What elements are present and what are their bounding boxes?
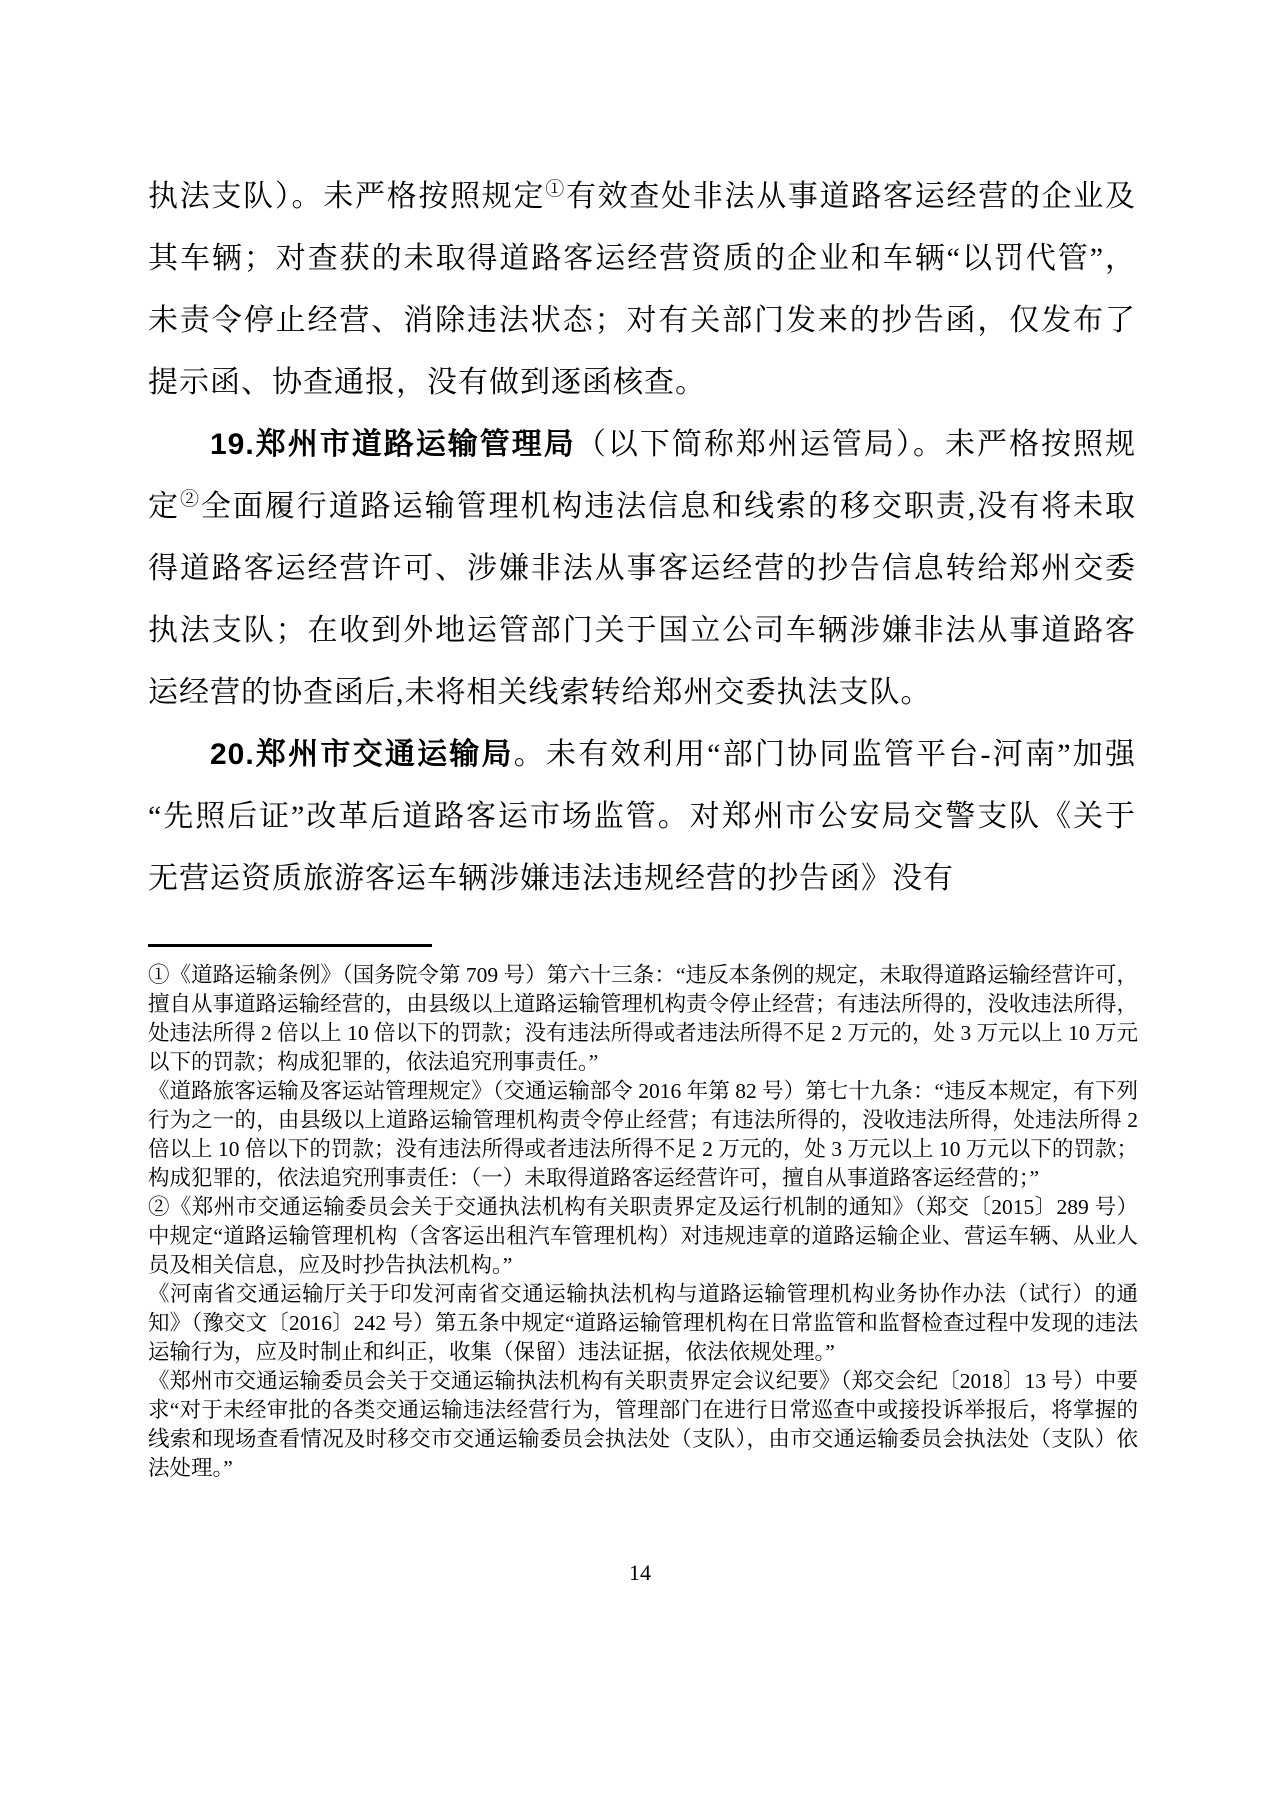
body-text-block — [148, 166, 1136, 910]
body-paragraph-19 — [148, 414, 1136, 724]
footnote-area — [148, 944, 1138, 1483]
footnote-item-1b — [148, 1077, 1138, 1193]
footnote-number: ① — [148, 963, 170, 987]
paragraph-text: 。未有效利用“部门协同监管平台-河南”加强“先照后证”改革后道路客运市场监管。对郑州市公安局交警支队《关于无营运资质旅游客运车辆涉嫌违法违规经营的抄告函》没有 — [148, 738, 1136, 895]
footnote-number: ② — [148, 1195, 170, 1219]
footnote-marker-1: ① — [545, 179, 566, 200]
footnote-text: 《郑州市交通运输委员会关于交通运输执法机构有关职责界定会议纪要》（郑交会纪〔2018〕13 号）中要求“对于未经审批的各类交通运输违法经营行为，管理部门在进行日常巡查中或接投诉举报后，将掌握的线索和现场查看情况及时移交市交通运输委员会执法处（支队），由市交通运输委员会执法处（支队）依法处理。” — [148, 1369, 1138, 1480]
footnote-item-2b — [148, 1280, 1138, 1367]
footnote-text: 《道路运输条例》（国务院令第 709 号）第六十三条：“违反本条例的规定，未取得道路运输经营许可，擅自从事道路运输经营的，由县级以上道路运输管理机构责令停止经营；有违法所得的，没收违法所得，处违法所得 2 倍以上 10 倍以下的罚款；没有违法所得或者违法所得不足 2 万元的，处 3 万元以上 10 万元以下的罚款；构成犯罪的，依法追究刑事责任。” — [148, 963, 1138, 1074]
footnote-text: 《郑州市交通运输委员会关于交通执法机构有关职责界定及运行机制的通知》（郑交〔2015〕289 号）中规定“道路运输管理机构（含客运出租汽车管理机构）对违规违章的道路运输企业、营运车辆、从业人员及相关信息，应及时抄告执法机构。” — [148, 1195, 1138, 1277]
footnote-item-1a — [148, 961, 1138, 1077]
paragraph-text: 全面履行道路运输管理机构违法信息和线索的移交职责,没有将未取得道路客运经营许可、涉嫌非法从事客运经营的抄告信息转给郑州交委执法支队；在收到外地运管部门关于国立公司车辆涉嫌非法从事道路客运经营的协查函后,未将相关线索转给郑州交委执法支队。 — [148, 490, 1136, 709]
paragraph-text: （以下简称郑州运管局）。未严格按照规定 — [148, 428, 1136, 523]
footnote-separator — [148, 944, 432, 947]
page-number: 14 — [629, 1560, 651, 1585]
paragraph-text: 执法支队）。未严格按照规定 — [148, 180, 546, 213]
footnote-list — [148, 961, 1138, 1483]
footnote-item-2c — [148, 1367, 1138, 1483]
footnote-text: 《道路旅客运输及客运站管理规定》（交通运输部令 2016 年第 82 号）第七十九条：“违反本规定，有下列行为之一的，由县级以上道路运输管理机构责令停止经营；有违法所得的，没收违法所得，处违法所得 2 倍以上 10 倍以下的罚款；没有违法所得或者违法所得不足 2 万元的，处 3 万元以上 10 万元以下的罚款；构成犯罪的，依法追究刑事责任：（一）未取得道路客运经营许可，擅自从事道路客运经营的；” — [148, 1079, 1138, 1190]
paragraph-19-heading: 19.郑州市道路运输管理局 — [210, 428, 576, 461]
footnote-text: 《河南省交通运输厅关于印发河南省交通运输执法机构与道路运输管理机构业务协作办法（试行）的通知》（豫交文〔2016〕242 号）第五条中规定“道路运输管理机构在日常监管和监督检查过程中发现的违法运输行为，应及时制止和纠正，收集（保留）违法证据，依法依规处理。” — [148, 1282, 1138, 1364]
footnote-marker-2: ② — [179, 489, 201, 510]
footnote-item-2a — [148, 1193, 1138, 1280]
paragraph-text: 有效查处非法从事道路客运经营的企业及其车辆；对查获的未取得道路客运经营资质的企业和车辆“以罚代管”，未责令停止经营、消除违法状态；对有关部门发来的抄告函，仅发布了提示函、协查通报，没有做到逐函核查。 — [148, 180, 1137, 399]
body-paragraph-20 — [148, 724, 1136, 910]
paragraph-20-heading: 20.郑州市交通运输局 — [210, 738, 514, 771]
body-paragraph-18-continuation — [148, 166, 1136, 414]
